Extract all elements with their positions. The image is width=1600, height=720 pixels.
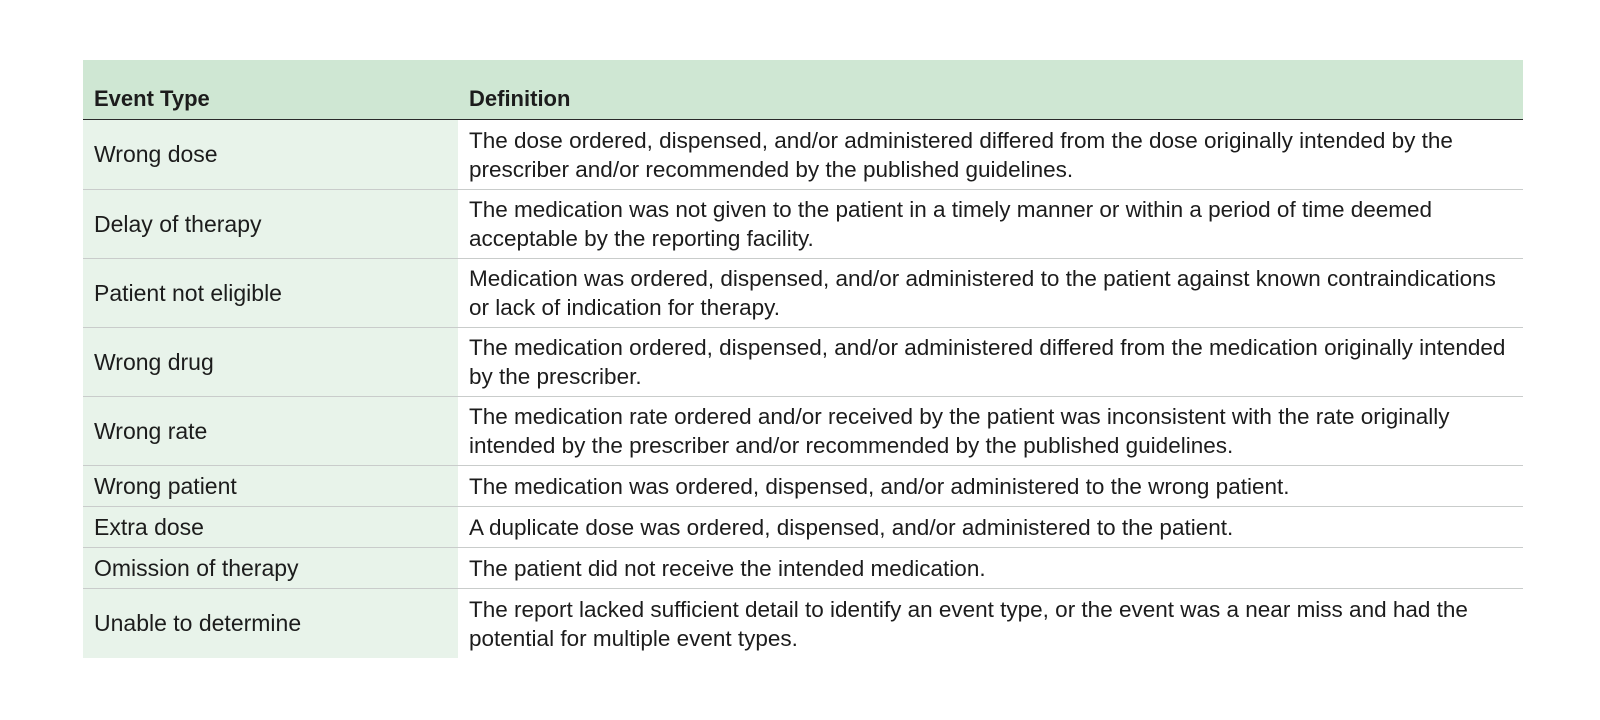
definition-cell: The patient did not receive the intended medication. (458, 548, 1523, 588)
definition-cell: A duplicate dose was ordered, dispensed, and/or administered to the patient. (458, 507, 1523, 547)
table-row (83, 507, 1523, 548)
event-type-cell: Wrong rate (83, 397, 458, 465)
table-row (83, 548, 1523, 589)
definition-cell: The report lacked sufficient detail to identify an event type, or the event was a near miss and had the potential for multiple event types. (458, 589, 1523, 658)
definition-cell: The medication rate ordered and/or received by the patient was inconsistent with the rate originally intended by the prescriber and/or recommended by the published guidelines. (458, 397, 1523, 465)
event-type-table (83, 60, 1523, 658)
event-type-cell: Wrong dose (83, 120, 458, 189)
table-row (83, 120, 1523, 190)
table-row (83, 328, 1523, 397)
event-type-cell: Wrong drug (83, 328, 458, 396)
table-row (83, 466, 1523, 507)
definition-cell: The medication was not given to the patient in a timely manner or within a period of time deemed acceptable by the reporting facility. (458, 190, 1523, 258)
table-header-row (83, 60, 1523, 120)
header-event-type: Event Type (94, 86, 210, 111)
event-type-cell: Delay of therapy (83, 190, 458, 258)
table-row (83, 397, 1523, 466)
event-type-cell: Wrong patient (83, 466, 458, 506)
table-row (83, 259, 1523, 328)
event-type-cell: Unable to determine (83, 589, 458, 658)
definition-cell: The dose ordered, dispensed, and/or administered differed from the dose originally intended by the prescriber and/or recommended by the published guidelines. (458, 120, 1523, 189)
event-type-cell: Extra dose (83, 507, 458, 547)
definition-cell: The medication ordered, dispensed, and/or administered differed from the medication originally intended by the prescriber. (458, 328, 1523, 396)
event-type-cell: Omission of therapy (83, 548, 458, 588)
definition-cell: The medication was ordered, dispensed, and/or administered to the wrong patient. (458, 466, 1523, 506)
header-definition: Definition (469, 86, 571, 111)
definition-cell: Medication was ordered, dispensed, and/or administered to the patient against known contraindications or lack of indication for therapy. (458, 259, 1523, 327)
event-type-cell: Patient not eligible (83, 259, 458, 327)
table-row (83, 190, 1523, 259)
table-row (83, 589, 1523, 658)
